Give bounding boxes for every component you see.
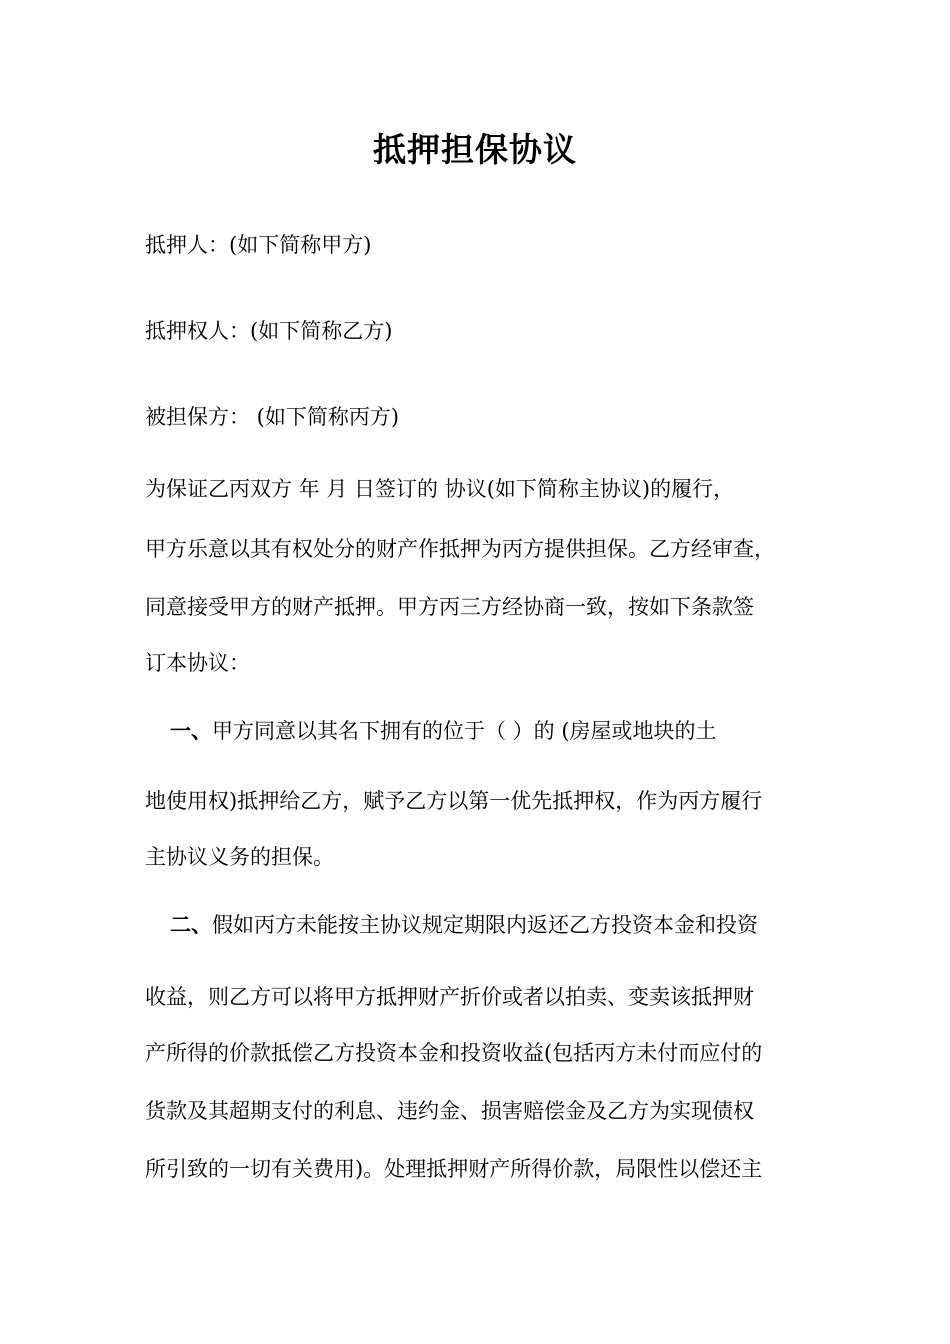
clause-1-first-line: [170, 716, 717, 746]
clause-2-line: 货款及其超期支付的利息、违约金、损害赔偿金及乙方为实现债权: [145, 1099, 754, 1123]
intro-line: 甲方乐意以其有权处分的财产作抵押为丙方提供担保。乙方经审查，: [145, 537, 775, 561]
clause-2-first-line: [170, 910, 758, 940]
clause-2-line: 所引致的一切有关费用)。处理抵押财产所得价款，局限性以偿还主: [145, 1157, 763, 1181]
party-mortgagor: 抵押人：(如下简称甲方): [145, 233, 372, 257]
party-guaranteed: 被担保方： (如下简称丙方): [145, 405, 400, 429]
document-title: 抵押担保协议: [373, 130, 577, 169]
clause-1-line: 地使用权)抵押给乙方，赋予乙方以第一优先抵押权，作为丙方履行: [145, 789, 763, 813]
clause-2-number: 二、: [170, 912, 212, 937]
clause-2-line: 收益，则乙方可以将甲方抵押财产折价或者以拍卖、变卖该抵押财: [145, 985, 754, 1009]
clause-1-line: 主协议义务的担保。: [145, 845, 334, 869]
clause-2-text: 假如丙方未能按主协议规定期限内返还乙方投资本金和投资: [212, 913, 758, 937]
clause-1-number: 一、: [170, 718, 212, 743]
clause-1-text: 甲方同意以其名下拥有的位于（ ）的 (房屋或地块的土: [212, 719, 717, 743]
intro-line: 为保证乙丙双方 年 月 日签订的 协议(如下简称主协议)的履行，: [145, 477, 735, 501]
intro-line: 同意接受甲方的财产抵押。甲方丙三方经协商一致，按如下条款签: [145, 595, 754, 619]
party-mortgagee: 抵押权人：(如下简称乙方): [145, 319, 393, 343]
intro-line: 订本协议：: [145, 651, 250, 675]
clause-2-line: 产所得的价款抵偿乙方投资本金和投资收益(包括丙方未付而应付的: [145, 1041, 763, 1065]
